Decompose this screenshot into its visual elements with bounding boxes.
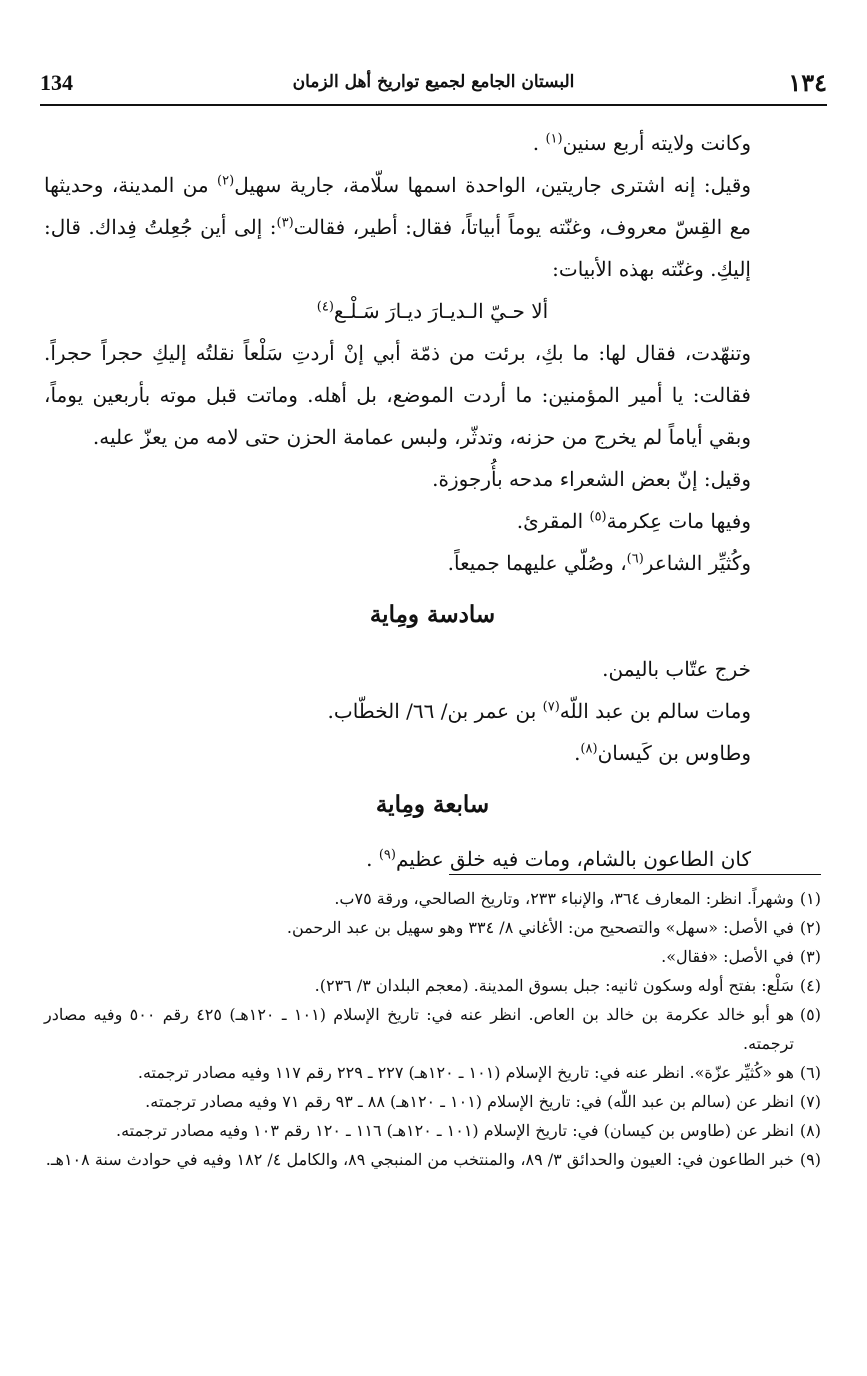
footnote-marker: (٨) — [580, 741, 598, 757]
text-paragraph: وتنهّدت، فقال لها: ما بكِ، برئت من ذمّة أبي إنْ أردتِ سَلْعاً نقلتُه إليكِ حجراً حجراً. فقالت: يا أمير المؤمنين: ما أردت الموضع، بل أهله. وماتت قبل موته بأربعين يوماً، وبقي أياماً لم يخرج من حزنه، وتدثّر، ولبس عمامة الحزن حتى لامه من يعزّ عليه. — [44, 341, 751, 449]
section-heading: سادسة ومِاية — [369, 601, 496, 628]
running-title: البستان الجامع لجميع تواريخ أهل الزمان — [292, 72, 575, 92]
footnote-number: (١) — [799, 889, 821, 908]
header-divider — [40, 104, 827, 106]
text-paragraph: وكانت ولايته أربع سنين$^{(١)}$ . — [532, 131, 751, 155]
footnote-number: (٥) — [799, 1005, 821, 1024]
main-text — [44, 122, 821, 880]
footnote-marker: (١) — [545, 131, 563, 147]
footnote-text: سَلْع: بفتح أوله وسكون ثانيه: جبل بسوق المدينة. (معجم البلدان ٣/ ٢٣٦). — [314, 976, 794, 995]
footnote — [44, 913, 821, 942]
footnote-number: (٢) — [799, 918, 821, 937]
footnote-marker: (٦) — [626, 551, 644, 567]
footnote-marker: (٩) — [378, 847, 396, 863]
footnote-text: في الأصل: «سهل» والتصحيح من: الأغاني ٨/ ٣٣٤ وهو سهيل بن عبد الرحمن. — [286, 918, 794, 937]
footnote — [44, 971, 821, 1000]
poem-verse: ألا حـيّ الـديـارَ ديـارَ سَـلْـع$^{(٤)}$ — [316, 299, 549, 323]
footnote-marker: (٥) — [589, 509, 607, 525]
footnote-marker: (٣) — [276, 215, 294, 231]
footnote — [44, 1058, 821, 1087]
footnote-text: انظر عن (سالم بن عبد اللّه) في: تاريخ الإسلام (١٠١ ـ ١٢٠هـ) ٨٨ ـ ٩٣ رقم ٧١ وفيه مصادر ترجمته. — [145, 1092, 794, 1111]
footnotes — [44, 884, 821, 1174]
text-paragraph: وقيل: إنه اشترى جاريتين، الواحدة اسمها سلّامة، جارية سهيل$^{(٢)}$ من المدينة، وحديثها مع القِسّ معروف، وغنّته يوماً أبياتاً، فقال: أطير، فقالت$^{(٣)}$: إلى أين جُعِلتُ فِداك. قال: إليكِ. وغنّته بهذه الأبيات: — [44, 173, 751, 281]
footnote — [44, 1000, 821, 1058]
text-paragraph: كان الطاعون بالشام، ومات فيه خلق عظيم$^{(٩)}$ . — [366, 847, 751, 871]
footnote-number: (٧) — [799, 1092, 821, 1111]
section-heading: سابعة ومِاية — [375, 791, 490, 818]
text-paragraph: وكُثيِّر الشاعر$^{(٦)}$، وصُلّي عليهما جميعاً. — [447, 551, 751, 575]
footnote-marker: (٤) — [316, 299, 334, 315]
text-paragraph: ومات سالم بن عبد اللّه$^{(٧)}$ بن عمر بن/ ٦٦/ الخطّاب. — [327, 699, 751, 723]
footnote-number: (٦) — [799, 1063, 821, 1082]
text-paragraph: وطاوس بن كَيسان$^{(٨)}$. — [574, 741, 751, 765]
footnote — [44, 1087, 821, 1116]
footnote-number: (٤) — [799, 976, 821, 995]
text-paragraph: خرج عتّاب باليمن. — [602, 657, 751, 681]
footnote-divider — [449, 874, 821, 875]
footnote-marker: (٧) — [542, 699, 560, 715]
footnote-number: (٩) — [799, 1150, 821, 1169]
footnote-number: (٣) — [799, 947, 821, 966]
footnote-text: هو «كُثيِّر عزّة». انظر عنه في: تاريخ الإسلام (١٠١ ـ ١٢٠هـ) ٢٢٧ ـ ٢٢٩ رقم ١١٧ وفيه مصادر ترجمته. — [137, 1063, 794, 1082]
page-number-latin: 134 — [40, 70, 73, 95]
text-paragraph: وفيها مات عِكرمة$^{(٥)}$ المقرئ. — [516, 509, 751, 533]
footnote-text: وشهراً. انظر: المعارف ٣٦٤، والإنباء ٢٣٣، وتاريخ الصالحي، ورقة ٧٥ب. — [334, 889, 794, 908]
page-number-arabic: ١٣٤ — [788, 68, 827, 97]
page-header — [40, 68, 827, 102]
footnote-text: انظر عن (طاوس بن كيسان) في: تاريخ الإسلام (١٠١ ـ ١٢٠هـ) ١١٦ ـ ١٢٠ رقم ١٠٣ وفيه مصادر ترجمته. — [116, 1121, 794, 1140]
text-paragraph: وقيل: إنّ بعض الشعراء مدحه بأُرجوزة. — [432, 467, 751, 491]
footnote — [44, 884, 821, 913]
footnote-text: هو أبو خالد عكرمة بن خالد بن العاص. انظر عنه في: تاريخ الإسلام (١٠١ ـ ١٢٠هـ) ٤٢٥ رقم ٥٠٠ وفيه مصادر ترجمته. — [44, 1005, 794, 1053]
footnote-text: خبر الطاعون في: العيون والحدائق ٣/ ٨٩، والمنتخب من المنبجي ٨٩، والكامل ٤/ ١٨٢ وفيه في حوادث سنة ١٠٨هـ. — [45, 1150, 794, 1169]
footnote-text: في الأصل: «فقال». — [661, 947, 794, 966]
footnote — [44, 1145, 821, 1174]
footnote-marker: (٢) — [217, 173, 235, 189]
footnote — [44, 1116, 821, 1145]
footnote-number: (٨) — [799, 1121, 821, 1140]
footnote — [44, 942, 821, 971]
